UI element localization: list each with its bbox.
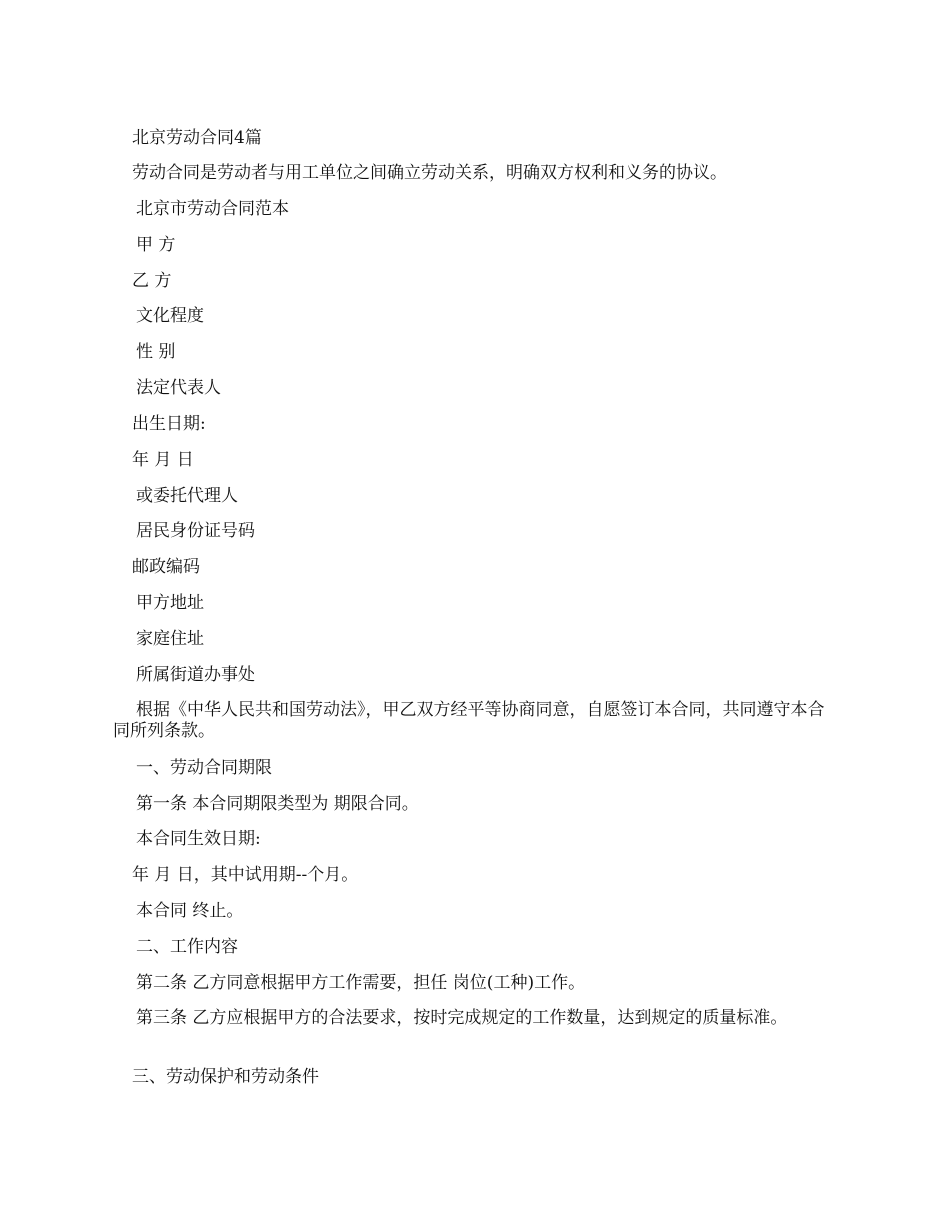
field-birth-date: 出生日期: <box>132 414 206 434</box>
clause-paragraph: 本合同生效日期: <box>136 829 261 849</box>
clause-paragraph: 年 月 日，其中试用期--个月。 <box>132 865 359 885</box>
section-heading: 一、劳动合同期限 <box>136 758 272 778</box>
intro-paragraph: 劳动合同是劳动者与用工单位之间确立劳动关系，明确双方权利和义务的协议。 <box>132 163 727 183</box>
field-home-address: 家庭住址 <box>136 629 204 649</box>
clause-paragraph: 第三条 乙方应根据甲方的合法要求，按时完成规定的工作数量，达到规定的质量标准。 <box>136 1008 788 1028</box>
clause-paragraph: 本合同 终止。 <box>136 901 244 921</box>
field-party-b: 乙 方 <box>132 271 172 291</box>
section-heading: 三、劳动保护和劳动条件 <box>132 1067 319 1087</box>
field-year-month-day: 年 月 日 <box>132 450 194 470</box>
template-title: 北京市劳动合同范本 <box>136 199 289 219</box>
field-legal-representative: 法定代表人 <box>136 378 221 398</box>
field-authorized-agent: 或委托代理人 <box>136 486 238 506</box>
field-party-a-address: 甲方地址 <box>136 593 204 613</box>
field-subdistrict-office: 所属街道办事处 <box>136 665 255 685</box>
field-gender: 性 别 <box>136 342 176 362</box>
clause-paragraph: 第二条 乙方同意根据甲方工作需要，担任 岗位(工种)工作。 <box>136 973 586 993</box>
document-title: 北京劳动合同4篇 <box>132 128 262 148</box>
field-postal-code: 邮政编码 <box>132 557 200 577</box>
clause-paragraph: 第一条 本合同期限类型为 期限合同。 <box>136 794 419 814</box>
field-education: 文化程度 <box>136 306 204 326</box>
preamble-paragraph: 根据《中华人民共和国劳动法》，甲乙双方经平等协商同意，自愿签订本合同，共同遵守本合同所列条款。 <box>113 700 825 741</box>
field-id-number: 居民身份证号码 <box>136 521 255 541</box>
section-heading: 二、工作内容 <box>136 937 238 957</box>
field-party-a: 甲 方 <box>136 235 176 255</box>
